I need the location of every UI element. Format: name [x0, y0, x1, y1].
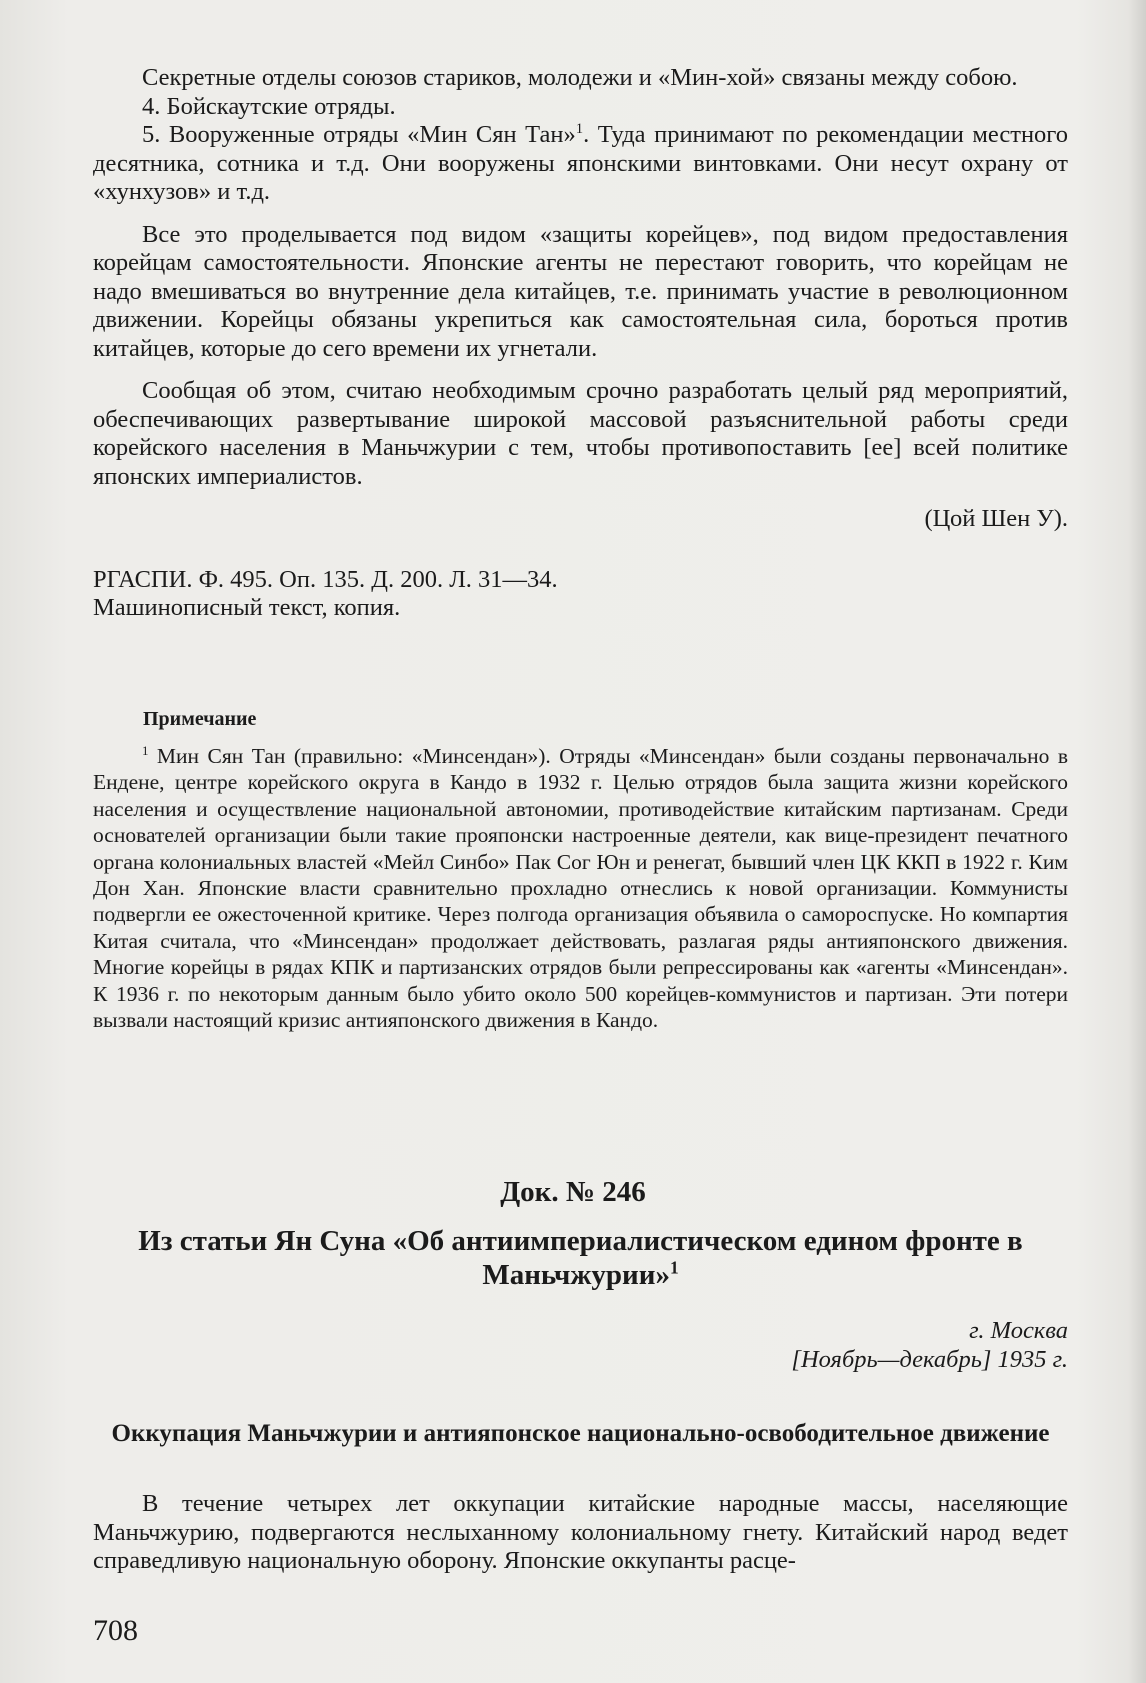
document-place: г. Москва: [969, 1317, 1068, 1344]
document-number: Док. № 246: [500, 1176, 646, 1208]
document-title: [93, 1224, 1068, 1292]
page-number: 708: [93, 1614, 138, 1647]
archive-reference: РГАСПИ. Ф. 495. Оп. 135. Д. 200. Л. 31—34.: [93, 565, 558, 593]
paragraph-recommendation: Сообщая об этом, считаю необходимым срочно разработать целый ряд мероприятий, обеспечивающих развертывание широкой массовой разъяснительной работы среди корейского населения в Маньчжурии с тем, чтобы противопоставить [ее] всей политике японских империалистов.: [93, 377, 1068, 490]
top-block: [93, 64, 1068, 623]
section-title: Оккупация Маньчжурии и антияпонское национально-освободительное движение: [111, 1420, 1050, 1447]
footnote-body: Мин Сян Тан (правильно: «Минсендан»). Отряды «Минсендан» были созданы первоначально в Ендене, центре корейского округа в Кандо в 1932 г. Целью отрядов была защита жизни корейского населения и осуществление национальной автономии, противодействие китайским партизанам. Среди основателей организации были такие прояпонски настроенные деятели, как вице-президент печатного органа колониальных властей «Мейл Синбо» Пак Сог Юн и ренегат, бывший член ЦК ККП в 1922 г. Ким Дон Хан. Японские власти сравнительно прохладно отнеслись к новой организации. Коммунисты подвергли ее ожесточенной критике. Через полгода организация объявила о самороспуске. Но компартия Китая считала, что «Минсендан» продолжает действовать, разлагая ряды антияпонского движения. Многие корейцы в рядах КПК и партизанских отрядов были репрессированы как «агенты «Минсендан». К 1936 г. по некоторым данным было убито около 500 корейцев-коммунистов и партизан. Эти потери вызвали настоящий кризис антияпонского движения в Кандо.: [93, 744, 1068, 1033]
document-body: [93, 1490, 1068, 1576]
paragraph-protection-guise: Все это проделывается под видом «защиты корейцев», под видом предоставления корейцам самостоятельности. Японские агенты не перестают говорить, что корейцам не надо вмешиваться во внутренние дела китайцев, т.е. принимать участие в революционном движении. Корейцы обязаны укрепиться как самостоятельная сила, бороться против китайцев, которые до сего времени их угнетали.: [93, 220, 1068, 362]
armed-detachments-text-a: 5. Вооруженные отряды «Мин Сян Тан»: [142, 121, 576, 148]
armed-detachments-text-b: . Туда принимают по рекомендации местного десятника, сотника и т.д. Они вооружены японскими винтовками. Они несут охрану от «хунхузов» и т.д.: [93, 121, 1068, 205]
footnote-ref-1: 1: [575, 120, 584, 137]
paragraph-armed-detachments: [93, 121, 1068, 207]
document-body-paragraph: В течение четырех лет оккупации китайские народные массы, населяющие Маньчжурию, подвергаются неслыханному колониальному гнету. Китайский народ ведет справедливую национальную оборону. Японские оккупанты расце-: [93, 1490, 1068, 1574]
document-title-text: Из статьи Ян Суна «Об антиимпериалистическом едином фронте в Маньчжурии»: [138, 1225, 1023, 1291]
document-title-footnote-ref: 1: [669, 1257, 679, 1278]
signature: (Цой Шен У).: [924, 505, 1068, 532]
archive-copy-note: Машинописный текст, копия.: [93, 594, 401, 621]
footnote-text: [93, 743, 1068, 1033]
paragraph-boy-scouts: 4. Бойскаутские отряды.: [142, 92, 396, 120]
note-block: [93, 743, 1068, 1033]
paragraph-secret-departments: Секретные отделы союзов стариков, молодежи и «Мин-хой» связаны между собою.: [142, 64, 1018, 91]
document-date: [Ноябрь—декабрь] 1935 г.: [791, 1346, 1068, 1373]
note-heading: Примечание: [143, 708, 257, 730]
page-edge-shadow: [1128, 0, 1146, 1683]
place-date-block: [93, 1316, 1068, 1374]
footnote-marker: 1: [142, 743, 149, 758]
